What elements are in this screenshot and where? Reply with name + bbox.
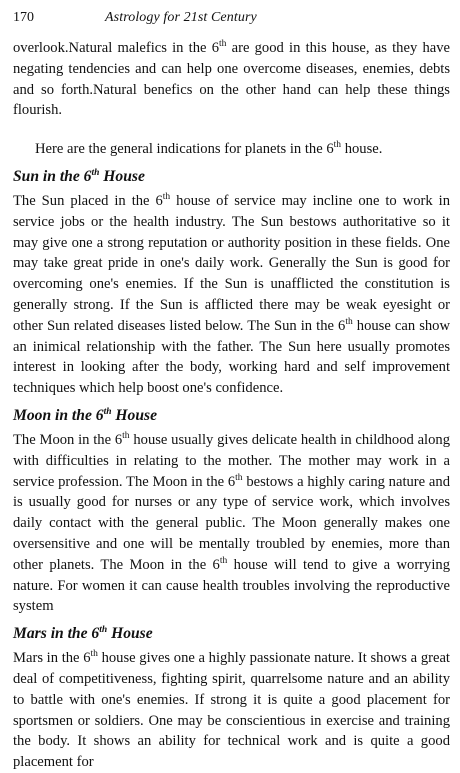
- heading-text: Sun in the 6: [13, 167, 92, 185]
- superscript: th: [90, 649, 98, 660]
- superscript: th: [91, 167, 100, 178]
- text-run: The Moon in the 6: [13, 431, 123, 448]
- page-body: [13, 38, 450, 773]
- heading-text: House: [111, 406, 157, 424]
- intro-paragraph: [13, 139, 450, 160]
- text-run: house.: [341, 141, 383, 158]
- text-run: house will tend to give a worrying nature. For women it can cause health troubles involving the reproductive system: [13, 556, 450, 615]
- superscript: th: [219, 555, 228, 566]
- text-run: The Sun placed in the 6: [13, 192, 163, 209]
- mars-paragraph: [13, 648, 450, 773]
- superscript: th: [99, 624, 108, 635]
- heading-text: Mars in the 6: [13, 625, 100, 643]
- superscript: th: [345, 316, 353, 327]
- text-run: Mars in the 6: [13, 650, 91, 667]
- text-run: house usually gives delicate health in childhood along with difficulties in relating to the mother. The mother may work in a service profession. The Moon in the 6: [13, 431, 450, 490]
- superscript: th: [162, 192, 171, 203]
- text-run: Here are the general indications for planets in the 6: [35, 141, 334, 158]
- opening-paragraph: [13, 38, 450, 121]
- heading-sun-in-6th-house: [13, 166, 450, 187]
- heading-mars-in-6th-house: [13, 623, 450, 644]
- text-run: house can show an inimical relationship with the father. The Sun here usually promotes interest in looking after the body, working hard and self improvement techniques which help boost one's confidence.: [13, 317, 451, 397]
- page-number: 170: [13, 10, 34, 25]
- heading-moon-in-6th-house: [13, 405, 450, 426]
- text-run: house gives one a highly passionate nature. It shows a great deal of competitiveness, fighting spirit, quarrelsome nature and an ability to battle with one's enemies. If strong it is quite a good placement for sportsmen or soldiers. One may be conscientious in exercise and training the body. It shows an ability for technical work and is quite a good placement for: [13, 650, 450, 771]
- superscript: th: [333, 140, 342, 151]
- book-title: Astrology for 21st Century: [105, 10, 257, 25]
- superscript: th: [219, 39, 227, 50]
- text-run: house of service may incline one to work in service jobs or the health industry. The Sun bestows authoritative so it may give one a strong reputation or authority position in these fields. One may take great pride in one's daily work. Generally the Sun is good for overcoming one's enemies. If the Sun is unafflicted the constitution is generally strong. If the Sun is afflicted there may be weak eyesight or other Sun related diseases listed below. The Sun in the 6: [13, 192, 451, 334]
- superscript: th: [235, 472, 243, 483]
- text-run: overlook.Natural malefics in the 6: [13, 40, 220, 56]
- heading-text: Moon in the 6: [13, 406, 104, 424]
- text-run: bestows a highly caring nature and is usually good for nurses or any type of service work, which involves daily contact with the general public. The Moon generally makes one oversensitive and one will be mentally troubled by enemies, more than other planets. The Moon in the 6: [13, 473, 450, 573]
- moon-paragraph: [13, 430, 450, 617]
- running-header: [13, 10, 450, 32]
- sun-paragraph: [13, 191, 450, 399]
- heading-text: House: [99, 167, 145, 185]
- text-run: are good in this house, as they have negating tendencies and can help one overcome diseases, enemies, debts and so forth.Natural benefics on the other hand can help these things flourish.: [13, 40, 450, 119]
- superscript: th: [122, 431, 130, 442]
- heading-text: House: [107, 625, 153, 643]
- superscript: th: [103, 406, 112, 417]
